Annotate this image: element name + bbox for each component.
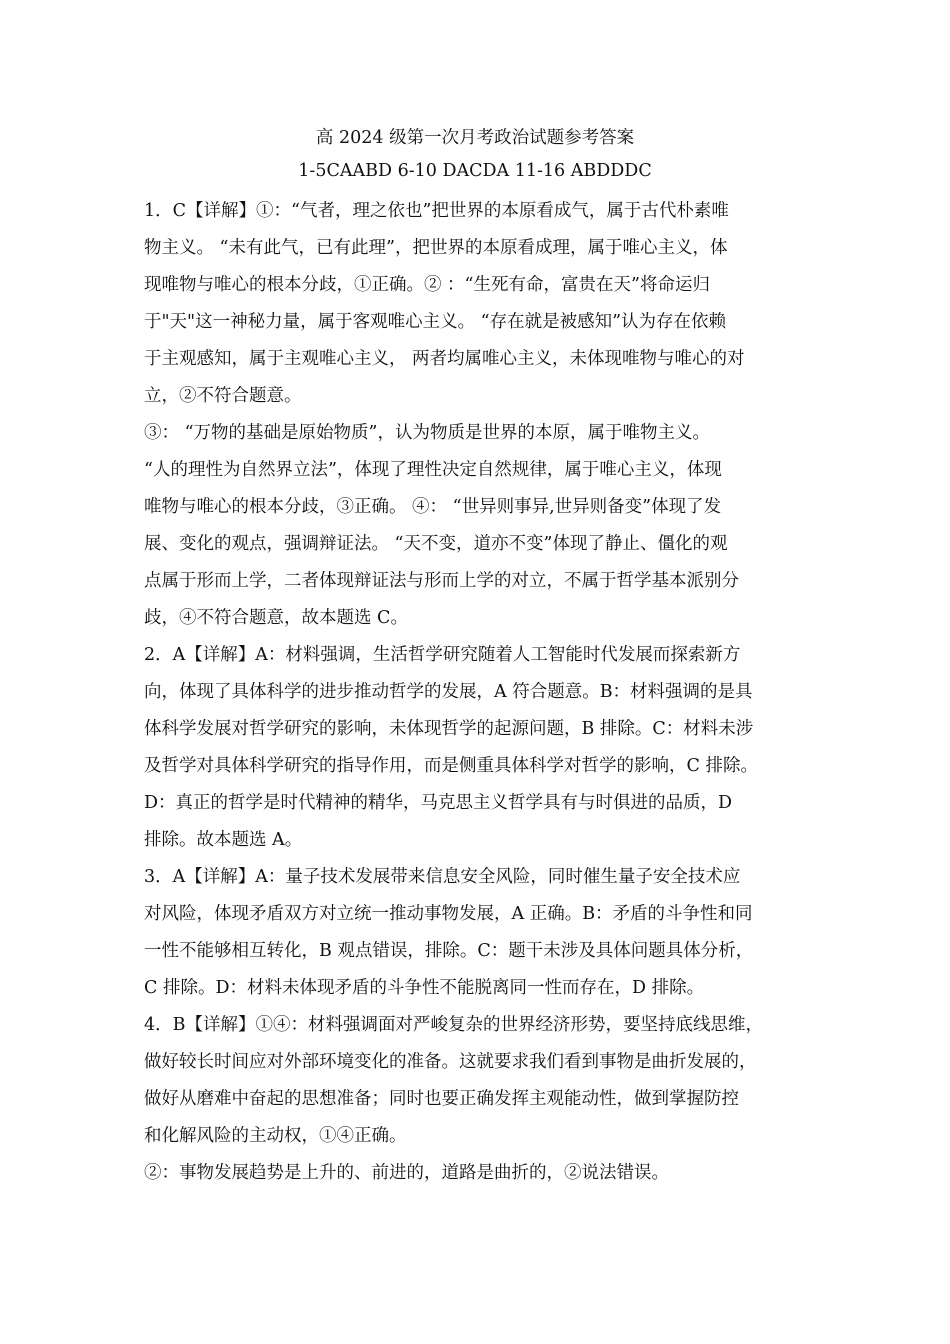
text-line: C 排除。D：材料未体现矛盾的斗争性不能脱离同一性而存在，D 排除。 [144, 978, 705, 998]
text-line: 做好从磨难中奋起的思想准备；同时也要正确发挥主观能动性，做到掌握防控 [144, 1089, 739, 1109]
text-line: ③： “万物的基础是原始物质”，认为物质是世界的本原，属于唯物主义。 [144, 423, 710, 443]
text-line: 做好较长时间应对外部环境变化的准备。这就要求我们看到事物是曲折发展的， [144, 1052, 757, 1072]
text-line: 排除。故本题选 A。 [144, 830, 303, 850]
text-line: 一性不能够相互转化，B 观点错误，排除。C：题干未涉及具体问题具体分析， [144, 941, 754, 961]
text-line: 歧，④不符合题意，故本题选 C。 [144, 608, 408, 628]
text-line: 2．A【详解】A：材料强调，生活哲学研究随着人工智能时代发展而探索新方 [144, 645, 741, 665]
text-line: 和化解风险的主动权，①④正确。 [144, 1126, 407, 1146]
answer-key: 1-5CAABD 6-10 DACDA 11-16 ABDDDC [298, 161, 652, 181]
text-line: 体科学发展对哲学研究的影响，未体现哲学的起源问题，B 排除。C：材料未涉 [144, 719, 754, 739]
text-line: 及哲学对具体科学研究的指导作用，而是侧重具体科学对哲学的影响，C 排除。 [144, 756, 758, 776]
text-line: 点属于形而上学，二者体现辩证法与形而上学的对立，不属于哲学基本派别分 [144, 571, 739, 591]
text-line: 4．B【详解】①④：材料强调面对严峻复杂的世界经济形势，要坚持底线思维， [144, 1015, 763, 1035]
text-line: 对风险，体现矛盾双方对立统一推动事物发展，A 正确。B：矛盾的斗争性和同 [144, 904, 753, 924]
document-title: 高 2024 级第一次月考政治试题参考答案 [315, 128, 635, 148]
text-line: 现唯物与唯心的根本分歧，①正确。② ：“生死有命，富贵在天”将命运归 [144, 275, 710, 295]
text-line: 展、变化的观点，强调辩证法。 “天不变，道亦不变”体现了静止、僵化的观 [144, 534, 728, 554]
text-line: 物主义。 “未有此气，已有此理”，把世界的本原看成理，属于唯心主义，体 [144, 238, 728, 258]
text-line: 1．C【详解】①：“气者，理之依也”把世界的本原看成气，属于古代朴素唯 [144, 201, 729, 221]
text-line: 3．A【详解】A：量子技术发展带来信息安全风险，同时催生量子安全技术应 [144, 867, 741, 887]
text-line: 于"天"这一神秘力量，属于客观唯心主义。 “存在就是被感知”认为存在依赖 [144, 312, 727, 332]
text-line: 立，②不符合题意。 [144, 386, 302, 406]
text-line: ②：事物发展趋势是上升的、前进的，道路是曲折的，②说法错误。 [144, 1163, 669, 1183]
text-line: “人的理性为自然界立法”，体现了理性决定自然规律，属于唯心主义，体现 [144, 460, 722, 480]
text-line: D：真正的哲学是时代精神的精华，马克思主义哲学具有与时俱进的品质，D [144, 793, 733, 813]
text-line: 向，体现了具体科学的进步推动哲学的发展，A 符合题意。B：材料强调的是具 [144, 682, 753, 702]
text-line: 唯物与唯心的根本分歧，③正确。 ④： “世异则事异,世异则备变”体现了发 [144, 497, 722, 517]
text-line: 于主观感知，属于主观唯心主义， 两者均属唯心主义，未体现唯物与唯心的对 [144, 349, 745, 369]
